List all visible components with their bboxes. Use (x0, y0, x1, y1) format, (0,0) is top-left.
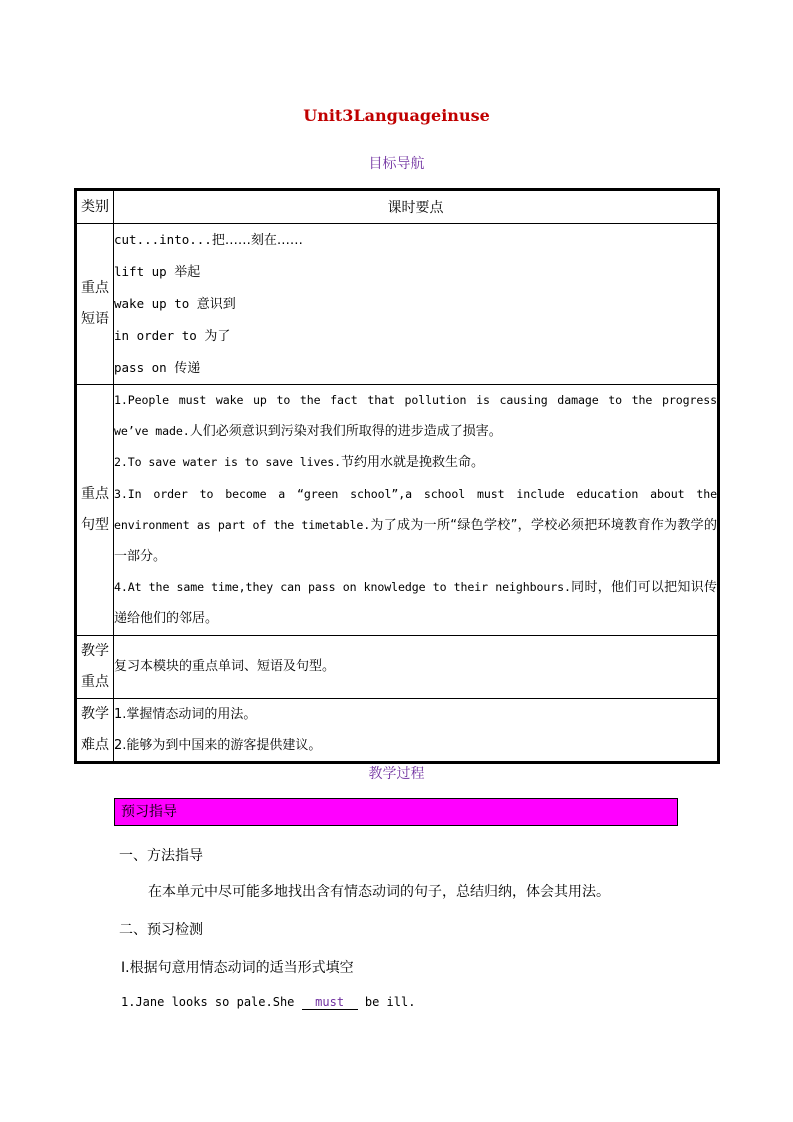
difficulties-cell (114, 698, 719, 762)
lesson-table (74, 188, 720, 764)
method-heading: 一、方法指导 (119, 848, 203, 864)
phrase-item: in order to 为了 (114, 328, 231, 344)
exercise-instruction: Ⅰ.根据句意用情态动词的适当形式填空 (121, 960, 354, 976)
category-cell: 重点短语 (76, 224, 114, 385)
category-cell: 教学重点 (76, 635, 114, 698)
page-title: Unit3Languageinuse (303, 106, 490, 125)
table-row-difficulties (76, 698, 719, 762)
phrase-item: cut...into...把……刻在…… (114, 232, 303, 248)
key-point-text: 复习本模块的重点单词、短语及句型。 (114, 659, 336, 675)
category-cell: 教学难点 (76, 698, 114, 762)
difficulty-text: 1.掌握情态动词的用法。 (114, 706, 257, 722)
section-heading-goals: 目标导航 (368, 156, 425, 172)
question-text: 1.Jane looks so pale.She (121, 995, 295, 1009)
phrases-cell (114, 224, 719, 385)
header-category: 类别 (76, 190, 114, 224)
method-text: 在本单元中尽可能多地找出含有情态动词的句子，总结归纳，体会其用法。 (148, 884, 610, 900)
table-row-key-points (76, 635, 719, 698)
table-header-row (76, 190, 719, 224)
sentence-item: 3.In order to become a “green school”,a school must include education about the environment as part of the timetable.为了成为一所“绿色学校”，学校必须把环境教育作为教学的一部分。 (114, 486, 717, 565)
preview-test-heading: 二、预习检测 (119, 922, 203, 938)
answer-blank: must (302, 995, 358, 1010)
sentence-item: 2.To save water is to save lives.节约用水就是挽救生命。 (114, 455, 485, 471)
sentence-item: 1.People must wake up to the fact that pollution is causing damage to the progress we’ve made.人们必须意识到污染对我们所取得的进步造成了损害。 (114, 393, 717, 440)
exercise-question (121, 995, 415, 1010)
sentences-cell (114, 385, 719, 636)
question-text: be ill. (364, 995, 416, 1009)
table-row-phrases (76, 224, 719, 385)
key-points-cell (114, 635, 719, 698)
phrase-item: wake up to 意识到 (114, 296, 236, 312)
phrase-item: lift up 举起 (114, 264, 201, 280)
phrase-item: pass on 传递 (114, 360, 201, 376)
category-cell: 重点句型 (76, 385, 114, 636)
preview-guide-bar: 预习指导 (114, 798, 678, 826)
table-row-sentences (76, 385, 719, 636)
header-content: 课时要点 (114, 190, 719, 224)
section-heading-process: 教学过程 (368, 766, 425, 782)
sentence-item: 4.At the same time,they can pass on knowledge to their neighbours.同时，他们可以把知识传递给他们的邻居。 (114, 580, 717, 627)
difficulty-text: 2.能够为到中国来的游客提供建议。 (114, 737, 322, 753)
